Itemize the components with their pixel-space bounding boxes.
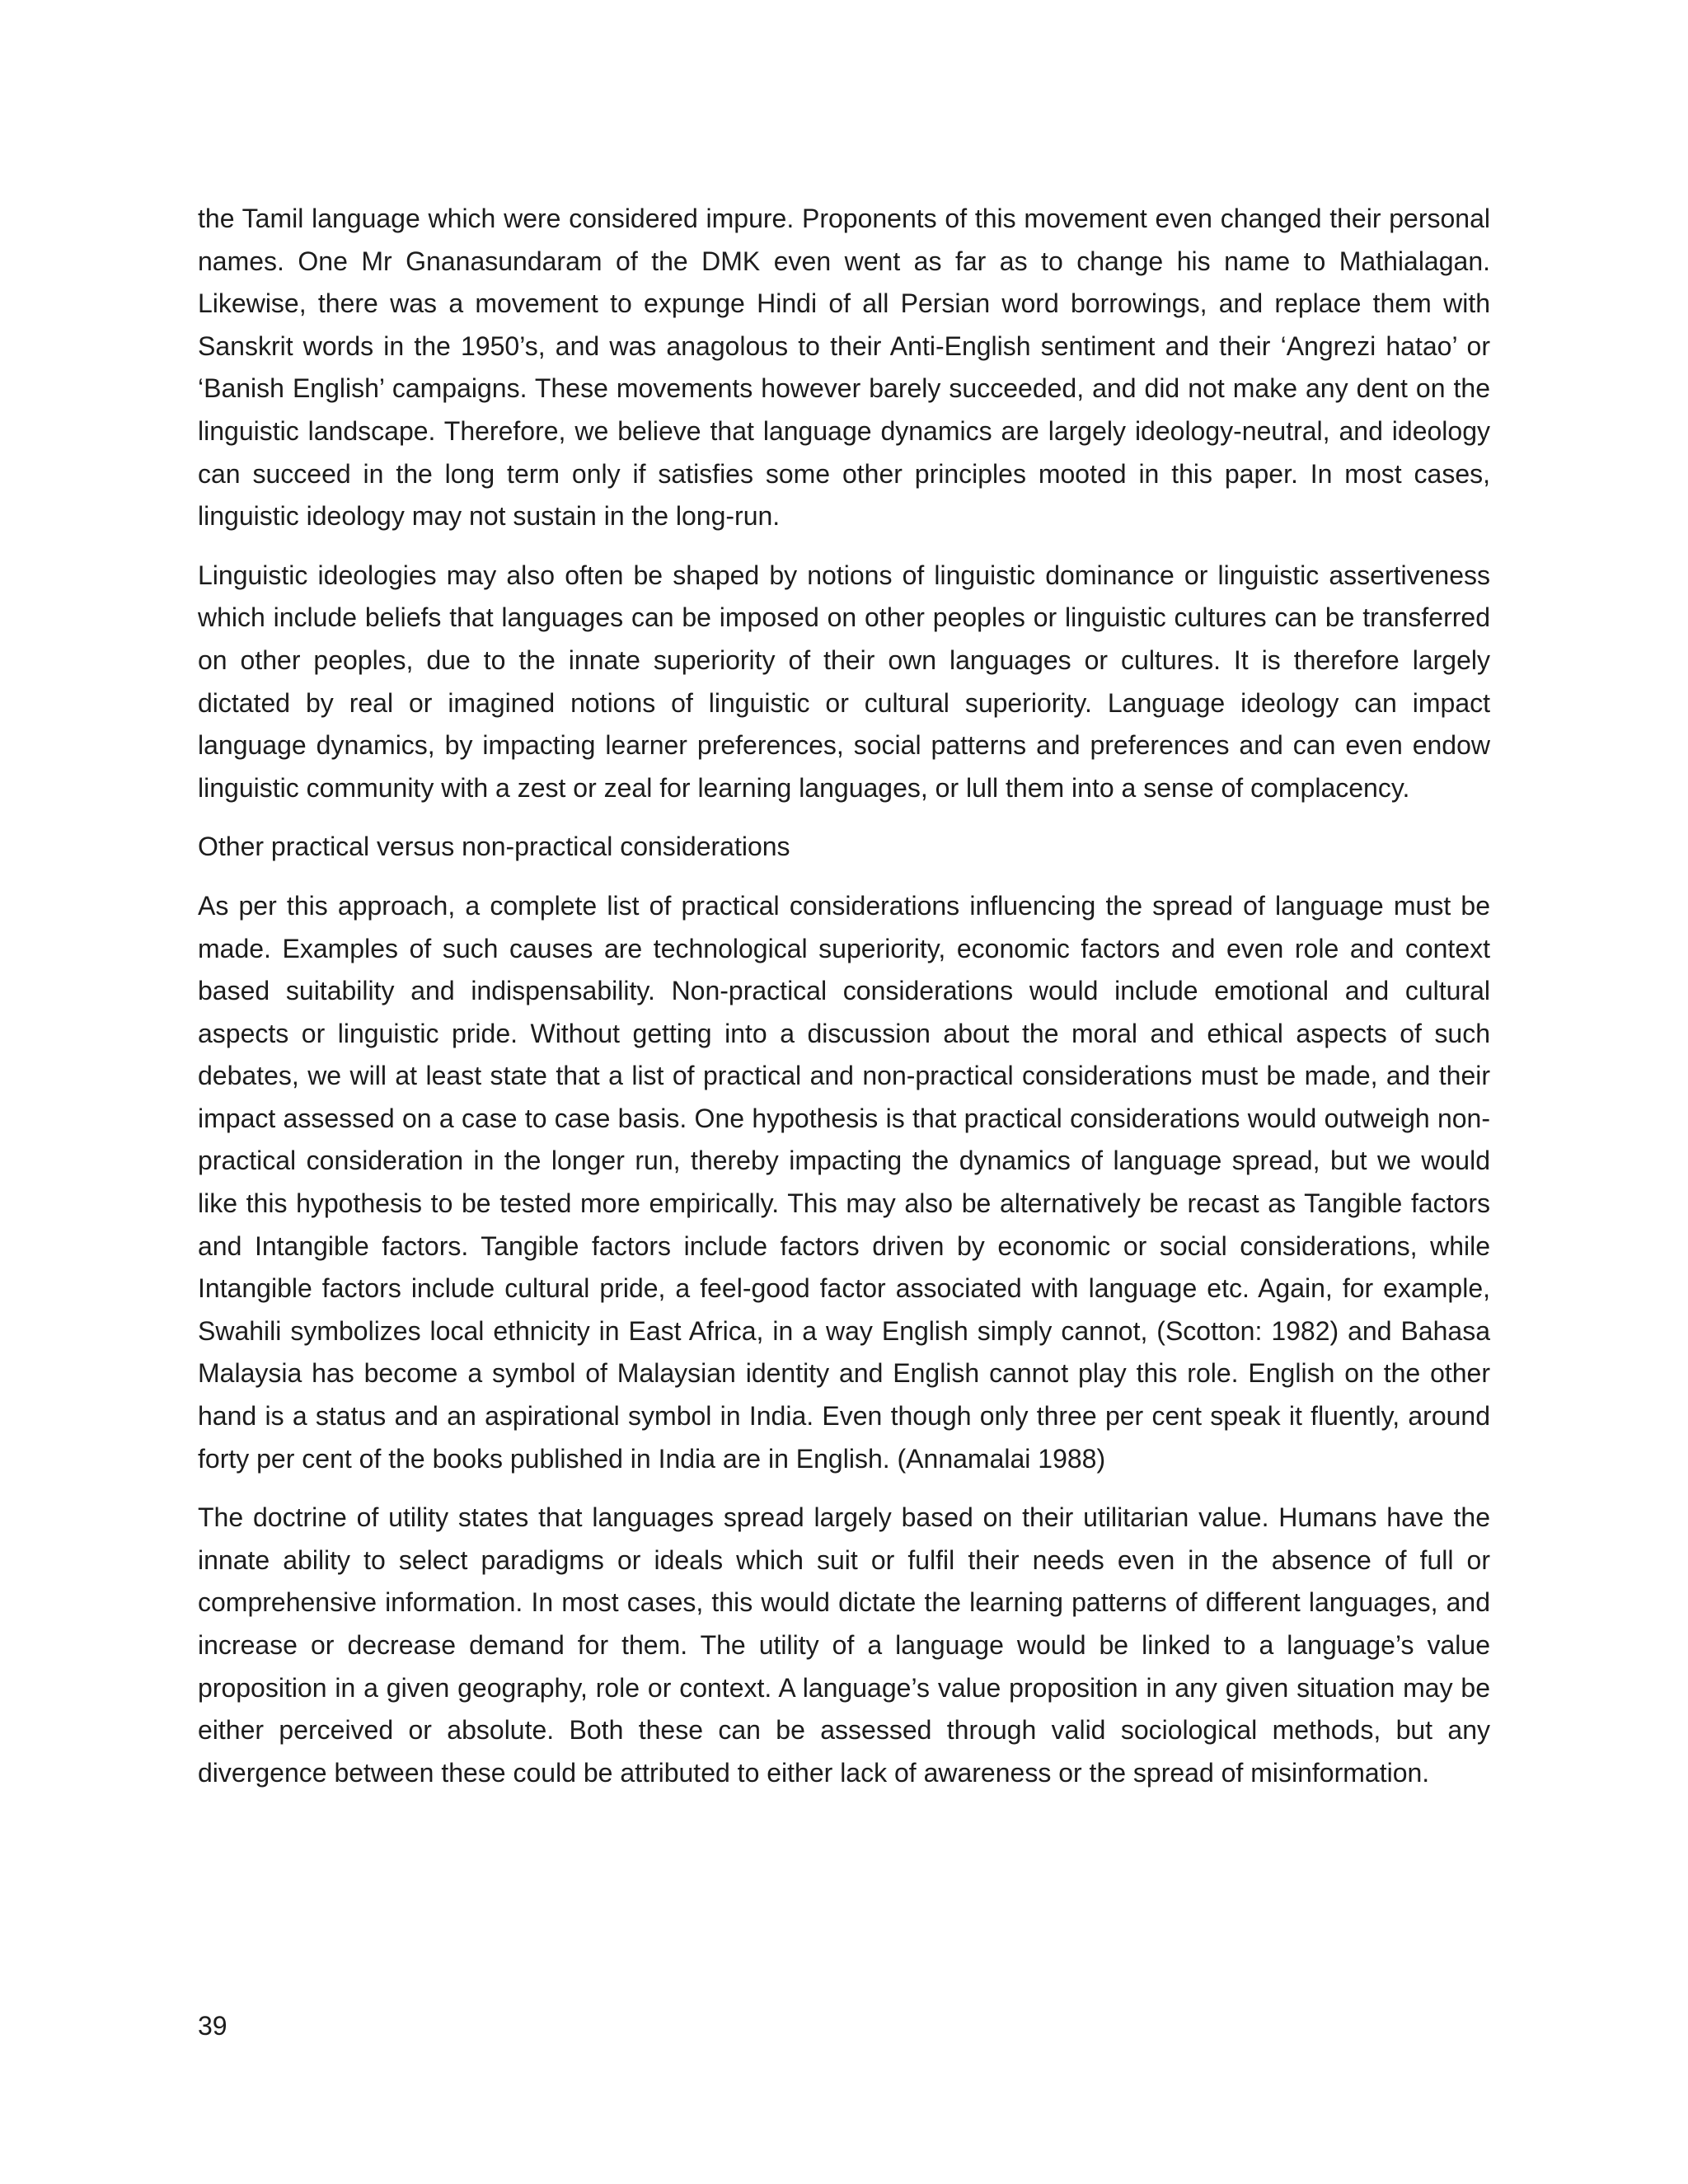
section-heading-practical-considerations: Other practical versus non-practical considerations bbox=[198, 832, 790, 862]
paragraph-tamil-purism: the Tamil language which were considered impure. Proponents of this movement even changed their personal names. One Mr Gnanasundaram of the DMK even went as far as to change his name to Mathialagan. Likewise, there was a movement to expunge Hindi of all Persian word borrowings, and replace them with Sanskrit words in the 1950’s, and was anagolous to their Anti-English sentiment and their ‘Angrezi hatao’ or ‘Banish English’ campaigns. These movements however barely succeeded, and did not make any dent on the linguistic landscape. Therefore, we believe that language dynamics are largely ideology-neutral, and ideology can succeed in the long term only if satisfies some other principles mooted in this paper. In most cases, linguistic ideology may not sustain in the long-run. bbox=[198, 204, 1490, 532]
paragraph-linguistic-ideologies: Linguistic ideologies may also often be shaped by notions of linguistic dominance or linguistic assertiveness which include beliefs that languages can be imposed on other peoples or linguistic cultures can be transferred on other peoples, due to the innate superiority of their own languages or cultures. It is therefore largely dictated by real or imagined notions of linguistic or cultural superiority. Language ideology can impact language dynamics, by impacting learner preferences, social patterns and preferences and can even endow linguistic community with a zest or zeal for learning languages, or lull them into a sense of complacency. bbox=[198, 560, 1490, 803]
page-number: 39 bbox=[198, 2011, 227, 2041]
paragraph-doctrine-of-utility: The doctrine of utility states that languages spread largely based on their utilitarian value. Humans have the innate ability to select paradigms or ideals which suit or fulfil their needs even in the absence of full or comprehensive information. In most cases, this would dictate the learning patterns of different languages, and increase or decrease demand for them. The utility of a language would be linked to a language’s value proposition in a given geography, role or context. A language’s value proposition in any given situation may be either perceived or absolute. Both these can be assessed through valid sociological methods, but any divergence between these could be attributed to either lack of awareness or the spread of misinformation. bbox=[198, 1502, 1490, 1788]
paragraph-practical-considerations: As per this approach, a complete list of practical considerations influencing the spread of language must be made. Examples of such causes are technological superiority, economic factors and even role and context based suitability and indispensability. Non-practical considerations would include emotional and cultural aspects or linguistic pride. Without getting into a discussion about the moral and ethical aspects of such debates, we will at least state that a list of practical and non-practical considerations must be made, and their impact assessed on a case to case basis. One hypothesis is that practical considerations would outweigh non-practical consideration in the longer run, thereby impacting the dynamics of language spread, but we would like this hypothesis to be tested more empirically. This may also be alternatively be recast as Tangible factors and Intangible factors. Tangible factors include factors driven by economic or social considerations, while Intangible factors include cultural pride, a feel-good factor associated with language etc. Again, for example, Swahili symbolizes local ethnicity in East Africa, in a way English simply cannot, (Scotton: 1982) and Bahasa Malaysia has become a symbol of Malaysian identity and English cannot play this role. English on the other hand is a status and an aspirational symbol in India. Even though only three per cent speak it fluently, around forty per cent of the books published in India are in English. (Annamalai 1988) bbox=[198, 890, 1490, 1474]
body-text bbox=[198, 198, 1490, 1811]
